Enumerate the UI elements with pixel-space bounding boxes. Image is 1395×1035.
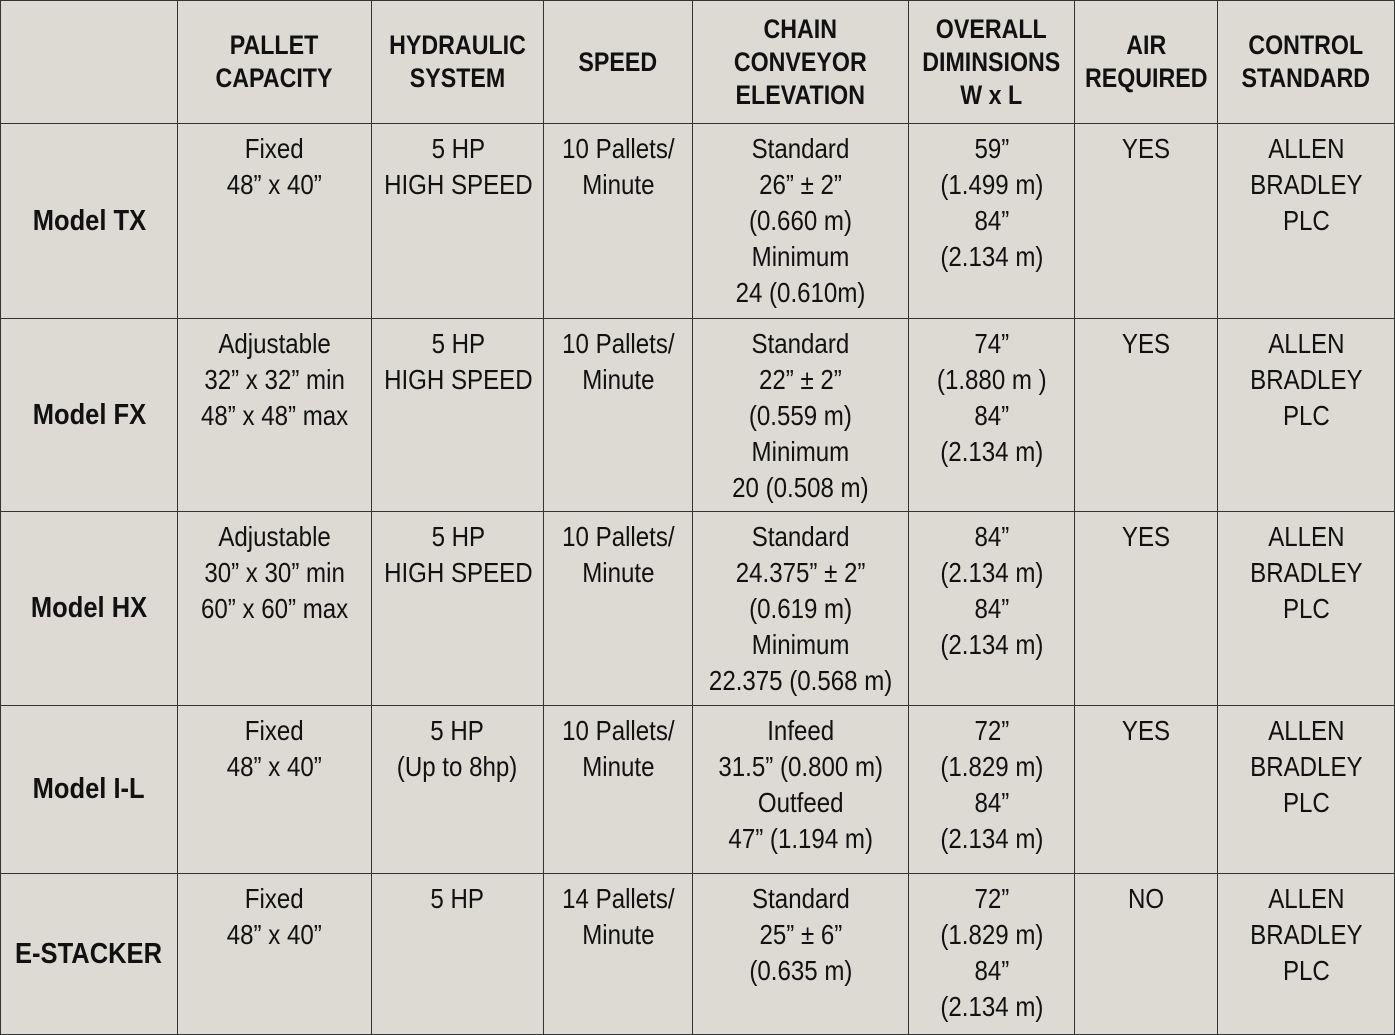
cell-line: 74” <box>974 328 1009 359</box>
model-name-cell <box>1 706 178 874</box>
speed-cell <box>544 706 693 874</box>
cell-line: 84” <box>974 787 1009 818</box>
control-standard-cell <box>1218 874 1395 1035</box>
chain-conveyor-elevation-cell <box>693 319 909 512</box>
pallet-capacity-header <box>178 1 372 124</box>
table-row <box>1 124 1395 319</box>
cell-line: Standard <box>751 133 850 164</box>
speed-cell <box>544 874 693 1035</box>
cell-line: 32” x 32” min <box>204 364 345 395</box>
hydraulic-system-cell <box>372 874 544 1035</box>
header-line: PALLET <box>230 30 319 60</box>
pallet-capacity-cell <box>178 319 372 512</box>
cell-line: Minute <box>581 751 655 782</box>
cell-line: Outfeed <box>757 787 844 818</box>
cell-line: YES <box>1121 715 1171 746</box>
header-line: AIR <box>1126 30 1167 60</box>
cell-line: Minimum <box>751 241 850 272</box>
header-line: CAPACITY <box>216 63 333 93</box>
header-line: STANDARD <box>1241 63 1371 93</box>
cell-line: Minute <box>581 919 655 950</box>
table-row <box>1 512 1395 706</box>
cell-line: ALLEN <box>1267 328 1345 359</box>
cell-line: Standard <box>751 328 850 359</box>
cell-line: 5 HP <box>430 715 485 746</box>
cell-line: PLC <box>1282 400 1330 431</box>
speed-cell <box>544 512 693 706</box>
chain-conveyor-elevation-cell <box>693 124 909 319</box>
cell-line: 5 HP <box>431 328 486 359</box>
cell-line: YES <box>1121 328 1171 359</box>
cell-line: 59” <box>974 133 1009 164</box>
cell-line: 5 HP <box>430 883 485 914</box>
header-line: CONVEYOR <box>734 46 867 77</box>
cell-line: Fixed <box>245 883 304 914</box>
cell-line: HIGH SPEED <box>384 169 533 200</box>
chain-conveyor-elevation-cell <box>693 874 909 1035</box>
cell-line: (1.829 m) <box>939 919 1044 950</box>
table-row <box>1 706 1395 874</box>
cell-line: Minute <box>581 364 655 395</box>
cell-line: (2.134 m) <box>939 629 1044 660</box>
header-line: DIMINSIONS <box>922 46 1061 77</box>
cell-line: 31.5” (0.800 m) <box>718 751 883 782</box>
cell-line: 5 HP <box>431 133 486 164</box>
cell-line: 48” x 40” <box>226 169 323 200</box>
speed-cell <box>544 319 693 512</box>
air-required-cell <box>1075 706 1218 874</box>
cell-line: 30” x 30” min <box>204 557 345 588</box>
cell-line: 10 Pallets/ <box>561 133 675 164</box>
cell-line: PLC <box>1282 593 1330 624</box>
hydraulic-system-header <box>372 1 544 124</box>
cell-line: Minute <box>581 557 655 588</box>
cell-line: Minute <box>581 169 655 200</box>
cell-line: (1.499 m) <box>939 169 1044 200</box>
cell-line: Fixed <box>245 715 304 746</box>
model-name: Model HX <box>30 592 148 624</box>
header-line: OVERALL <box>936 13 1047 44</box>
cell-line: (0.559 m) <box>748 400 853 431</box>
control-standard-cell <box>1218 706 1395 874</box>
header-row <box>1 1 1395 124</box>
overall-dimensions-cell <box>909 706 1075 874</box>
table-row <box>1 874 1395 1035</box>
cell-line: NO <box>1127 883 1165 914</box>
hydraulic-system-cell <box>372 512 544 706</box>
cell-line: 14 Pallets/ <box>561 883 675 914</box>
cell-line: YES <box>1121 133 1171 164</box>
cell-line: ALLEN <box>1267 133 1345 164</box>
cell-line: 84” <box>974 955 1009 986</box>
cell-line: 10 Pallets/ <box>561 521 675 552</box>
cell-line: (2.134 m) <box>939 436 1044 467</box>
cell-line: Fixed <box>245 133 304 164</box>
cell-line: 5 HP <box>431 521 486 552</box>
cell-line: (Up to 8hp) <box>397 751 518 782</box>
cell-line: HIGH SPEED <box>384 557 533 588</box>
cell-line: 84” <box>974 400 1009 431</box>
cell-line: 72” <box>974 883 1009 914</box>
cell-line: 26” ± 2” <box>759 169 842 200</box>
control-standard-cell <box>1218 512 1395 706</box>
cell-line: 47” (1.194 m) <box>728 823 873 854</box>
header-line: ELEVATION <box>735 79 866 110</box>
header-line: HYDRAULIC <box>389 30 526 60</box>
overall-dimensions-cell <box>909 124 1075 319</box>
header-line: REQUIRED <box>1084 63 1208 93</box>
model-name: Model FX <box>32 398 146 431</box>
cell-line: (2.134 m) <box>939 557 1044 588</box>
cell-line: Standard <box>751 521 850 552</box>
header-line: CHAIN <box>763 13 838 44</box>
cell-line: PLC <box>1282 787 1330 818</box>
cell-line: 60” x 60” max <box>200 593 349 624</box>
cell-line: BRADLEY <box>1249 751 1363 782</box>
cell-line: 84” <box>974 205 1009 236</box>
hydraulic-system-cell <box>372 124 544 319</box>
cell-line: 10 Pallets/ <box>561 715 675 746</box>
air-required-cell <box>1075 512 1218 706</box>
header-line: SYSTEM <box>409 63 506 93</box>
overall-dimensions-header <box>909 1 1075 124</box>
model-name-cell <box>1 124 178 319</box>
cell-line: Minimum <box>751 629 850 660</box>
header-line: SPEED <box>578 46 658 77</box>
model-name-cell <box>1 319 178 512</box>
table-row <box>1 319 1395 512</box>
model-name: Model TX <box>32 204 146 237</box>
chain-conveyor-elevation-header <box>693 1 909 124</box>
pallet-capacity-cell <box>178 124 372 319</box>
cell-line: HIGH SPEED <box>384 364 533 395</box>
pallet-capacity-cell <box>178 512 372 706</box>
cell-line: (0.660 m) <box>748 205 853 236</box>
speed-cell <box>544 124 693 319</box>
cell-line: BRADLEY <box>1249 169 1363 200</box>
cell-line: BRADLEY <box>1249 364 1363 395</box>
control-standard-cell <box>1218 319 1395 512</box>
cell-line: 22.375 (0.568 m) <box>708 665 893 696</box>
cell-line: 24.375” ± 2” <box>735 557 866 588</box>
cell-line: 84” <box>974 521 1009 552</box>
control-standard-cell <box>1218 124 1395 319</box>
cell-line: (1.880 m ) <box>936 364 1047 395</box>
chain-conveyor-elevation-cell <box>693 706 909 874</box>
control-standard-header <box>1218 1 1395 124</box>
air-required-header <box>1075 1 1218 124</box>
pallet-capacity-cell <box>178 706 372 874</box>
model-name-cell <box>1 874 178 1035</box>
cell-line: 48” x 48” max <box>200 400 349 431</box>
model-name: E-STACKER <box>15 937 163 970</box>
chain-conveyor-elevation-cell <box>693 512 909 706</box>
cell-line: Infeed <box>767 715 834 746</box>
cell-line: PLC <box>1282 205 1330 236</box>
cell-line: 24 (0.610m) <box>735 277 866 308</box>
cell-line: 48” x 40” <box>226 919 323 950</box>
cell-line: (0.619 m) <box>748 593 853 624</box>
header-line: W x L <box>960 79 1023 110</box>
cell-line: 72” <box>974 715 1009 746</box>
cell-line: (2.134 m) <box>939 823 1044 854</box>
cell-line: Adjustable <box>218 328 331 359</box>
air-required-cell <box>1075 874 1218 1035</box>
overall-dimensions-cell <box>909 874 1075 1035</box>
header-line: CONTROL <box>1248 30 1364 60</box>
cell-line: ALLEN <box>1267 715 1345 746</box>
cell-line: Adjustable <box>218 521 331 552</box>
corner-header <box>1 1 178 124</box>
cell-line: (2.134 m) <box>939 991 1044 1022</box>
cell-line: YES <box>1121 521 1171 552</box>
hydraulic-system-cell <box>372 319 544 512</box>
cell-line: BRADLEY <box>1249 919 1363 950</box>
cell-line: (2.134 m) <box>939 241 1044 272</box>
cell-line: (0.635 m) <box>748 955 853 986</box>
cell-line: PLC <box>1282 955 1330 986</box>
cell-line: ALLEN <box>1267 883 1345 914</box>
cell-line: 10 Pallets/ <box>561 328 675 359</box>
pallet-capacity-cell <box>178 874 372 1035</box>
overall-dimensions-cell <box>909 512 1075 706</box>
air-required-cell <box>1075 124 1218 319</box>
cell-line: 84” <box>974 593 1009 624</box>
cell-line: Minimum <box>751 436 850 467</box>
cell-line: ALLEN <box>1267 521 1345 552</box>
overall-dimensions-cell <box>909 319 1075 512</box>
cell-line: 22” ± 2” <box>759 364 842 395</box>
air-required-cell <box>1075 319 1218 512</box>
cell-line: 20 (0.508 m) <box>732 472 869 503</box>
cell-line: Standard <box>751 883 850 914</box>
model-name: Model I-L <box>32 773 145 805</box>
hydraulic-system-cell <box>372 706 544 874</box>
model-name-cell <box>1 512 178 706</box>
cell-line: 25” ± 6” <box>759 919 842 950</box>
cell-line: BRADLEY <box>1249 557 1363 588</box>
cell-line: 48” x 40” <box>226 751 323 782</box>
cell-line: (1.829 m) <box>939 751 1044 782</box>
speed-header <box>544 1 693 124</box>
